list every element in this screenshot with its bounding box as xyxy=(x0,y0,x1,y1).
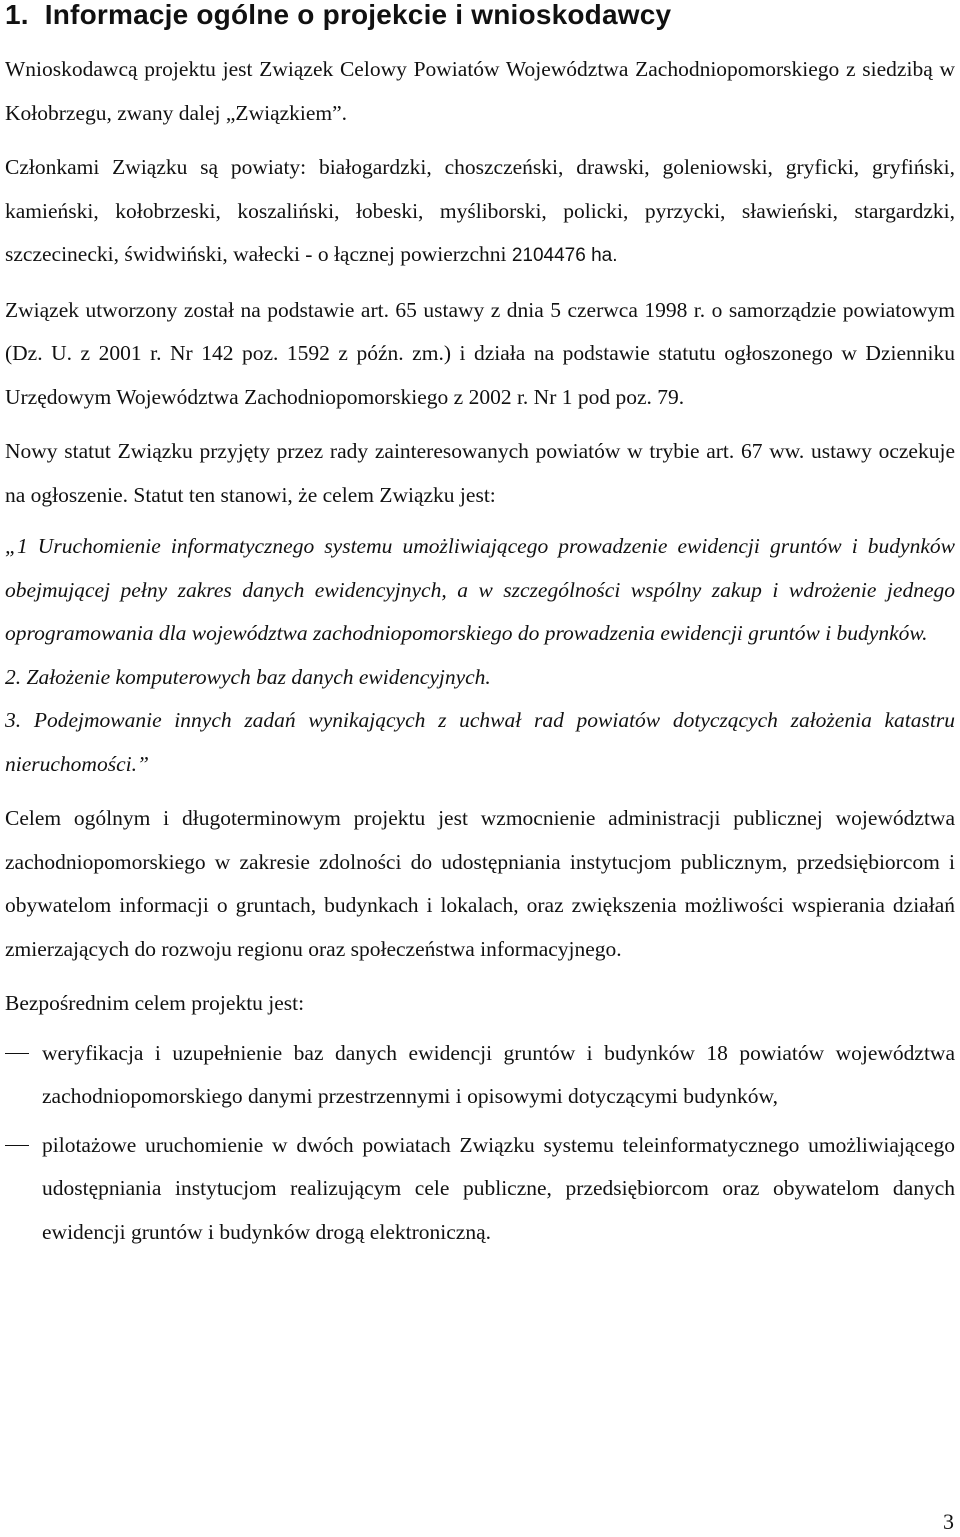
quote-item-3: 3. Podejmowanie innych zadań wynikających z uchwał rad powiatów dotyczących założenia katastru nieruchomości.” xyxy=(5,708,955,776)
direct-goals-list xyxy=(5,1032,955,1255)
section-heading xyxy=(5,0,955,34)
quote-item-1: „1 Uruchomienie informatycznego systemu umożliwiającego prowadzenie ewidencji gruntów i budynków obejmującej pełny zakres danych ewidencyjnych, a w szczególności wspólny zakup i wdrożenie jednego oprogramowania dla województwa zachodniopomorskiego do prowadzenia ewidencji gruntów i budynków. xyxy=(5,534,955,645)
statute-quote xyxy=(5,525,955,786)
section-title: Informacje ogólne o projekcie i wnioskodawcy xyxy=(44,0,672,30)
paragraph-direct-goal-intro: Bezpośrednim celem projektu jest: xyxy=(5,991,305,1015)
list-item xyxy=(5,1124,955,1255)
members-text: Członkami Związku są powiaty: białogardzki, choszczeński, drawski, goleniowski, gryficki, gryfiński, kamieński, kołobrzeski, koszaliński, łobeski, myśliborski, policki, pyrzycki, sławieński, stargardzki, szczecinecki, świdwiński, wałecki - o łącznej powierzchni xyxy=(5,155,955,266)
document-page xyxy=(5,0,955,1254)
list-item-text: weryfikacja i uzupełnienie baz danych ewidencji gruntów i budynków 18 powiatów województwa zachodniopomorskiego danymi przestrzennymi i opisowymi dotyczącymi budynków, xyxy=(42,1040,955,1108)
dash-bullet xyxy=(5,1145,29,1147)
paragraph-new-statute: Nowy statut Związku przyjęty przez rady zainteresowanych powiatów w trybie art. 67 ww. ustawy oczekuje na ogłoszenie. Statut ten stanowi, że celem Związku jest: xyxy=(5,439,955,507)
dash-bullet xyxy=(5,1053,29,1055)
total-area: 2104476 ha. xyxy=(511,245,618,266)
paragraph-applicant: Wnioskodawcą projektu jest Związek Celowy Powiatów Województwa Zachodniopomorskiego z siedzibą w Kołobrzegu, zwany dalej „Związkiem”. xyxy=(5,57,955,125)
section-number: 1. xyxy=(5,0,29,30)
paragraph-general-goal: Celem ogólnym i długoterminowym projektu jest wzmocnienie administracji publicznej województwa zachodniopomorskiego w zakresie zdolności do udostępniania instytucjom publicznym, przedsiębiorcom i obywatelom informacji o gruntach, budynkach i lokalach, oraz zwiększenia możliwości wspierania działań zmierzających do rozwoju regionu oraz społeczeństwa informacyjnego. xyxy=(5,806,955,961)
list-item-text: pilotażowe uruchomienie w dwóch powiatach Związku systemu teleinformatycznego umożliwiającego udostępniania instytucjom realizującym cele publiczne, przedsiębiorcom oraz obywatelom danych ewidencji gruntów i budynków drogą elektroniczną. xyxy=(42,1132,955,1244)
quote-item-2: 2. Założenie komputerowych baz danych ewidencyjnych. xyxy=(5,664,491,689)
paragraph-members xyxy=(5,146,955,278)
paragraph-legal-basis: Związek utworzony został na podstawie art. 65 ustawy z dnia 5 czerwca 1998 r. o samorządzie powiatowym (Dz. U. z 2001 r. Nr 142 poz. 1592 z późn. zm.) i działa na podstawie statutu ogłoszonego w Dzienniku Urzędowym Województwa Zachodniopomorskiego z 2002 r. Nr 1 pod poz. 79. xyxy=(5,297,955,409)
page-number: 3 xyxy=(943,1509,954,1534)
list-item xyxy=(5,1032,955,1119)
